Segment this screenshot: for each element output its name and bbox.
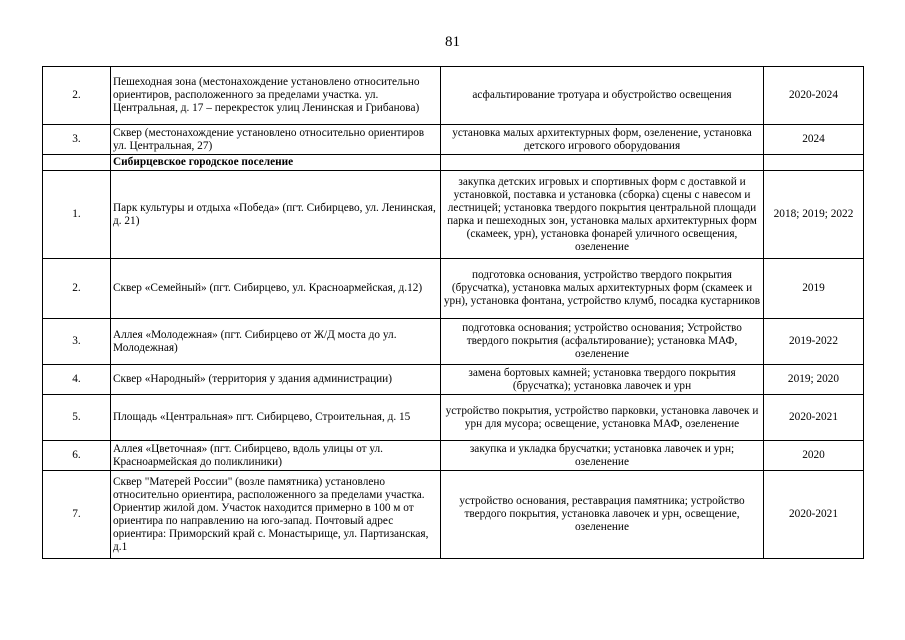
section-row [43,155,864,171]
table-row [43,171,864,259]
years-cell: 2024 [764,125,864,155]
table-body [43,67,864,559]
work-cell: устройство покрытия, устройство парковки, установка лавочек и урн для мусора; освещение, установка МАФ, озеленение [441,395,764,441]
years-cell: 2019 [764,259,864,319]
row-number-cell: 3. [43,319,111,365]
object-name-cell: Аллея «Цветочная» (пгт. Сибирцево, вдоль улицы от ул. Красноармейская до поликлиники) [111,441,441,471]
years-cell: 2020-2024 [764,67,864,125]
work-cell: подготовка основания, устройство твердого покрытия (брусчатка), установка малых архитектурных форм (скамеек и урн), установка фонтана, устройство клумб, посадка кустарников [441,259,764,319]
table-row [43,67,864,125]
row-number-cell: 2. [43,67,111,125]
object-name-cell: Пешеходная зона (местонахождение установлено относительно ориентиров, расположенного за пределами участка. ул. Центральная, д. 17 – перекресток улиц Ленинская и Грибанова) [111,67,441,125]
years-cell: 2018; 2019; 2022 [764,171,864,259]
row-number-cell: 2. [43,259,111,319]
years-cell: 2020-2021 [764,395,864,441]
work-cell: подготовка основания; устройство основания; Устройство твердого покрытия (асфальтирование); установка МАФ, озеленение [441,319,764,365]
work-cell: закупка и укладка брусчатки; установка лавочек и урн; озеленение [441,441,764,471]
table-row [43,365,864,395]
work-cell: устройство основания, реставрация памятника; устройство твердого покрытия, установка лавочек и урн, освещение, озеленение [441,471,764,559]
table-row [43,471,864,559]
years-cell: 2019; 2020 [764,365,864,395]
object-name-cell: Площадь «Центральная» пгт. Сибирцево, Строительная, д. 15 [111,395,441,441]
table-row [43,125,864,155]
object-name-cell: Сквер «Семейный» (пгт. Сибирцево, ул. Красноармейская, д.12) [111,259,441,319]
work-cell: асфальтирование тротуара и обустройство освещения [441,67,764,125]
object-name-cell: Парк культуры и отдыха «Победа» (пгт. Сибирцево, ул. Ленинская, д. 21) [111,171,441,259]
row-number-cell [43,155,111,171]
work-cell: закупка детских игровых и спортивных форм с доставкой и установкой, поставка и установка (сборка) сцены с навесом и лестницей; установка твердого покрытия центральной площади парка и пешеходных зон, установка малых архитектурных форм (скамеек, урн), установка фонарей уличного освещения, озеленение [441,171,764,259]
row-number-cell: 3. [43,125,111,155]
improvement-table [42,66,864,559]
row-number-cell: 4. [43,365,111,395]
work-cell: установка малых архитектурных форм, озеленение, установка детского игрового оборудования [441,125,764,155]
work-cell [441,155,764,171]
table-row [43,441,864,471]
section-title: Сибирцевское городское поселение [111,155,441,171]
years-cell: 2019-2022 [764,319,864,365]
table-row [43,259,864,319]
object-name-cell: Сквер "Матерей России" (возле памятника) установлено относительно ориентира, расположенного за пределами участка. Ориентир жилой дом. Участок находится примерно в 100 м от ориентира по направлению на юго-запад. Почтовый адрес ориентира: Приморский край с. Монастырище, ул. Партизанская, д.1 [111,471,441,559]
work-cell: замена бортовых камней; установка твердого покрытия (брусчатка); установка лавочек и урн [441,365,764,395]
row-number-cell: 6. [43,441,111,471]
years-cell: 2020 [764,441,864,471]
row-number-cell: 7. [43,471,111,559]
object-name-cell: Аллея «Молодежная» (пгт. Сибирцево от Ж/Д моста до ул. Молодежная) [111,319,441,365]
object-name-cell: Сквер (местонахождение установлено относительно ориентиров ул. Центральная, 27) [111,125,441,155]
years-cell: 2020-2021 [764,471,864,559]
table-row [43,395,864,441]
row-number-cell: 5. [43,395,111,441]
table-row [43,319,864,365]
object-name-cell: Сквер «Народный» (территория у здания администрации) [111,365,441,395]
years-cell [764,155,864,171]
page-number: 81 [445,34,460,50]
row-number-cell: 1. [43,171,111,259]
